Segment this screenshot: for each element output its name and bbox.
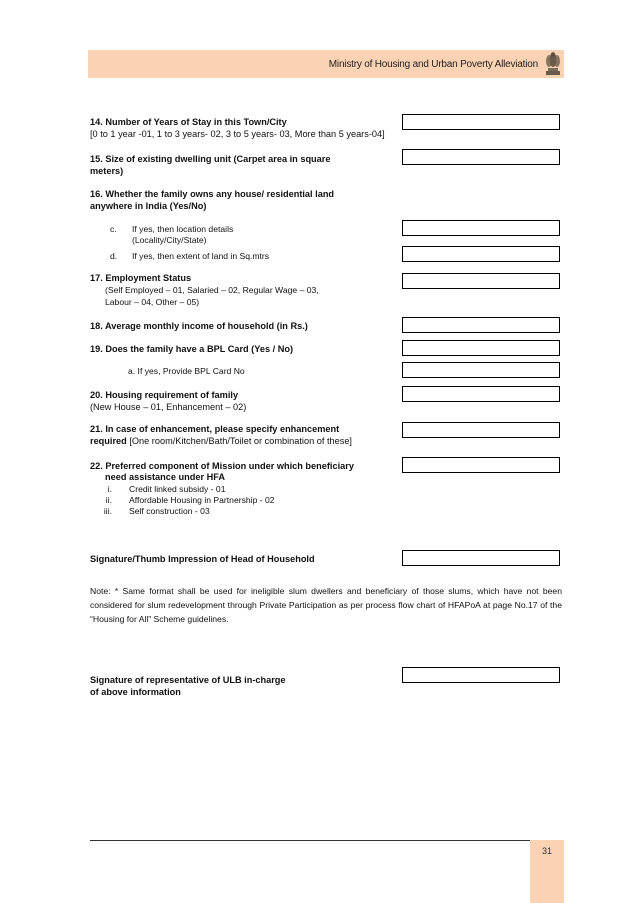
signature-ulb-label: Signature of representative of ULB in-charge	[90, 675, 286, 685]
q14-options: [0 to 1 year -01, 1 to 3 years- 02, 3 to 5 years- 03, More than 5 years-04]	[90, 129, 385, 139]
q21-label: 21. In case of enhancement, please specify enhancement	[90, 424, 340, 434]
q19-input-box[interactable]	[402, 340, 560, 356]
q22-item-text: Credit linked subsidy - 01	[129, 484, 226, 494]
q15-label: 15. Size of existing dwelling unit (Carpet area in square	[90, 154, 331, 164]
q21-options: [One room/Kitchen/Bath/Toilet or combination of these]	[129, 436, 352, 446]
q21-label-cont	[90, 435, 352, 447]
q22-item-marker: i.	[107, 484, 112, 494]
signature-ulb-label-cont: of above information	[90, 687, 181, 697]
national-emblem-icon	[543, 51, 563, 77]
q16-c-text-cont: (Locality/City/State)	[132, 235, 207, 245]
q14-label: 14. Number of Years of Stay in this Town/City	[90, 117, 287, 127]
q16-c-marker: c.	[110, 224, 117, 234]
q21-input-box[interactable]	[402, 422, 560, 438]
signature-ulb-box[interactable]	[402, 667, 560, 683]
q18-label: 18. Average monthly income of household (in Rs.)	[90, 321, 308, 331]
q22-item-text: Affordable Housing in Partnership - 02	[129, 495, 275, 505]
q17-options-1: (Self Employed – 01, Salaried – 02, Regular Wage – 03,	[105, 285, 319, 295]
q20-options: (New House – 01, Enhancement – 02)	[90, 402, 247, 412]
q16-d-input-box[interactable]	[402, 246, 560, 262]
page-number: 31	[541, 846, 552, 856]
q14-input-box[interactable]	[402, 114, 560, 130]
q16-c-text: If yes, then location details	[132, 224, 234, 234]
q20-input-box[interactable]	[402, 386, 560, 402]
q22-label-cont: need assistance under HFA	[105, 472, 225, 482]
signature-head-label: Signature/Thumb Impression of Head of Household	[90, 554, 315, 564]
q20-label: 20. Housing requirement of family	[90, 390, 239, 400]
q16-d-marker: d.	[110, 251, 118, 261]
q16-d-text: If yes, then extent of land in Sq.mtrs	[132, 251, 270, 261]
q16-c-input-box[interactable]	[402, 220, 560, 236]
q22-input-box[interactable]	[402, 457, 560, 473]
q17-label: 17. Employment Status	[90, 273, 192, 283]
q22-item-marker: ii.	[105, 495, 112, 505]
q22-label: 22. Preferred component of Mission under which beneficiary	[90, 461, 354, 471]
q22-item-text: Self construction - 03	[129, 506, 210, 516]
q18-input-box[interactable]	[402, 317, 560, 333]
q21-required-word: required	[90, 436, 127, 446]
q17-options-2: Labour – 04, Other – 05)	[105, 297, 200, 307]
q17-input-box[interactable]	[402, 273, 560, 289]
q19-label: 19. Does the family have a BPL Card (Yes / No)	[90, 344, 294, 354]
footer-rule	[90, 840, 530, 841]
q19-sub-label: a. If yes, Provide BPL Card No	[128, 366, 245, 376]
q15-label-cont: meters)	[90, 166, 124, 176]
q16-label: 16. Whether the family owns any house/ residential land	[90, 189, 335, 199]
signature-head-box[interactable]	[402, 550, 560, 566]
q16-label-cont: anywhere in India (Yes/No)	[90, 201, 207, 211]
q15-input-box[interactable]	[402, 149, 560, 165]
note-text: Note: * Same format shall be used for ineligible slum dwellers and beneficiary of those slums, which have not been considered for slum redevelopment through Private Participation as per process flow chart of HFAPoA at page No.17 of the “Housing for All” Scheme guidelines.	[90, 586, 562, 624]
q22-item-marker: iii.	[103, 506, 112, 516]
q19-bpl-card-input-box[interactable]	[402, 362, 560, 378]
header-title: Ministry of Housing and Urban Poverty Alleviation	[328, 59, 538, 70]
